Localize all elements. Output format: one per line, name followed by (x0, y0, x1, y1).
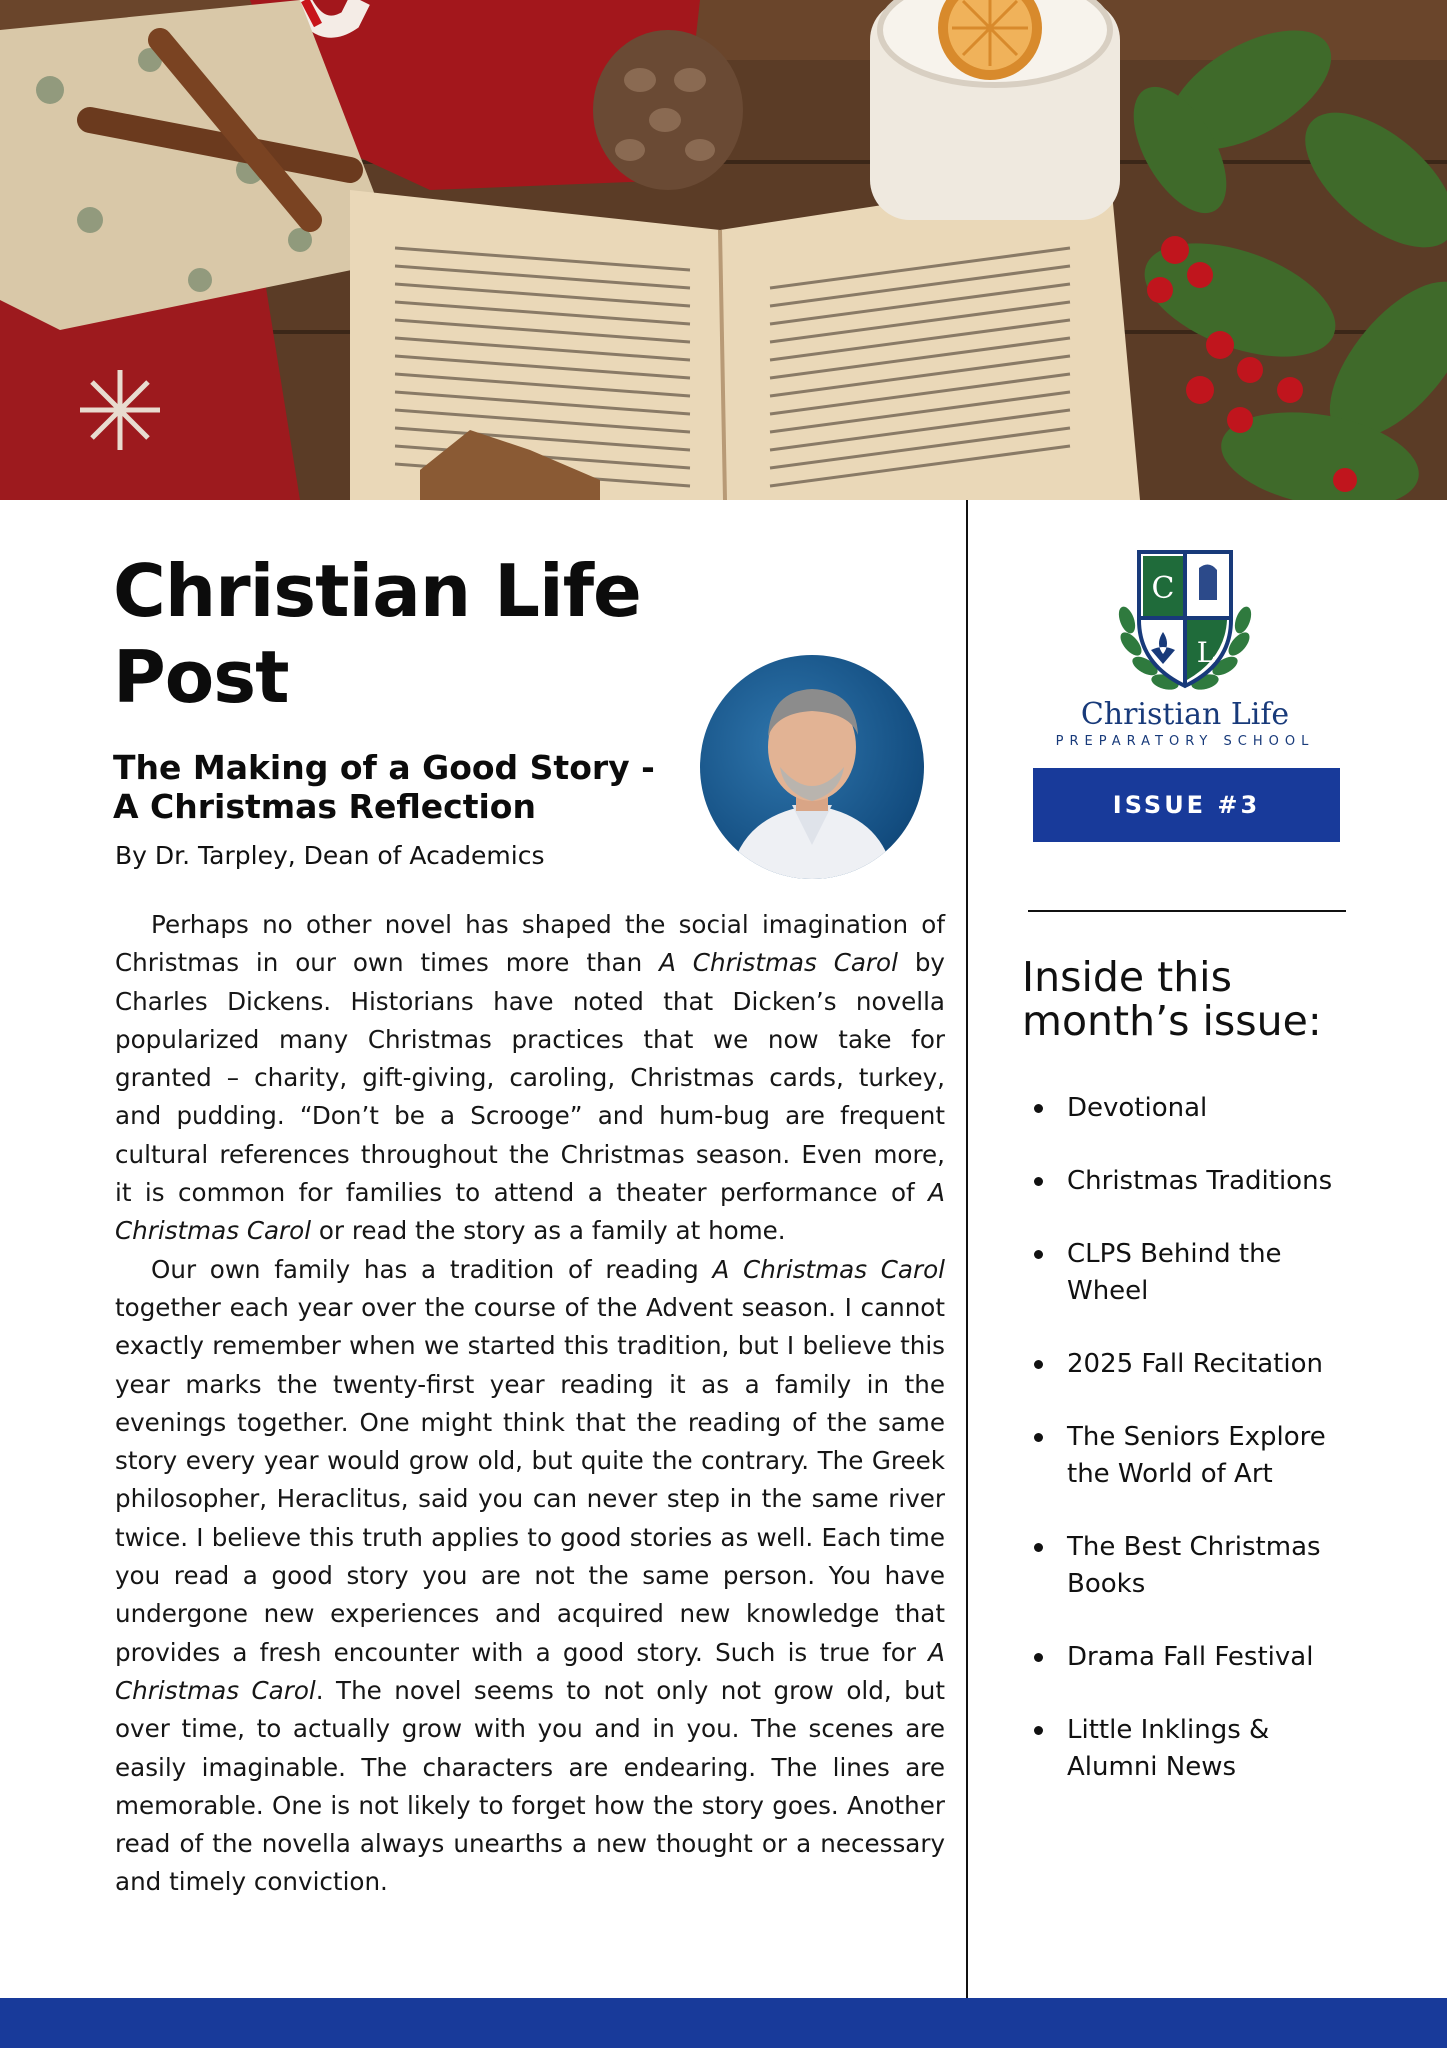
contents-item: 2025 Fall Recitation (1032, 1346, 1362, 1383)
bullet-icon (1034, 1104, 1043, 1113)
inside-issue-heading: Inside this month’s issue: (1022, 953, 1322, 1045)
bullet-icon (1034, 1433, 1043, 1442)
crest-letter-c: C (1151, 571, 1175, 606)
newsletter-title: Christian Life Post (113, 549, 641, 719)
contents-item: Little Inklings & Alumni News (1032, 1712, 1362, 1786)
article-body (115, 906, 945, 1902)
bullet-icon (1034, 1177, 1043, 1186)
snowflake-pattern (80, 370, 160, 450)
article-title: The Making of a Good Story - A Christmas Reflection (113, 748, 655, 826)
school-name: Christian Life (1080, 697, 1290, 732)
contents-item: Devotional (1032, 1090, 1362, 1127)
bullet-icon (1034, 1250, 1043, 1259)
school-crest-logo (1105, 540, 1265, 700)
author-portrait (700, 655, 924, 879)
bullet-icon (1034, 1653, 1043, 1662)
contents-item: CLPS Behind the Wheel (1032, 1236, 1362, 1310)
school-subtitle: PREPARATORY SCHOOL (1055, 734, 1315, 749)
contents-item: Drama Fall Festival (1032, 1639, 1362, 1676)
footer-bar (0, 1998, 1447, 2048)
crest-letter-l: L (1196, 636, 1216, 669)
column-divider (966, 500, 968, 1998)
hero-photo (0, 0, 1447, 500)
issue-badge: ISSUE #3 (1033, 768, 1340, 842)
article-byline: By Dr. Tarpley, Dean of Academics (115, 841, 545, 870)
sidebar-divider (1028, 910, 1346, 912)
issue-contents-list (1032, 1090, 1362, 1822)
contents-item: Christmas Traditions (1032, 1163, 1362, 1200)
contents-item: The Best Christmas Books (1032, 1529, 1362, 1603)
bullet-icon (1034, 1543, 1043, 1552)
article-paragraph-1: Perhaps no other novel has shaped the social imagination of Christmas in our own times more than A Christmas Carol by Charles Dickens. Historians have noted that Dicken’s novella popularized many Christmas practices that we now take for granted – charity, gift-giving, caroling, Christmas cards, turkey, and pudding. “Don’t be a Scrooge” and hum-bug are frequent cultural references throughout the Christmas season. Even more, it is common for families to attend a theater performance of A Christmas Carol or read the story as a family at home. (115, 910, 945, 1246)
article-paragraph-2: Our own family has a tradition of reading A Christmas Carol together each year over the course of the Advent season. I cannot exactly remember when we started this tradition, but I believe this year marks the twenty-first year reading it as a family in the evenings together. One might think that the reading of the same story every year would grow old, but quite the contrary. The Greek philosopher, Heraclitus, said you can never step in the same river twice. I believe this truth applies to good stories as well. Each time you read a good story you are not the same person. You have undergone new experiences and acquired new knowledge that provides a fresh encounter with a good story. Such is true for A Christmas Carol. The novel seems to not only not grow old, but over time, to actually grow with you and in you. The scenes are easily imaginable. The characters are endearing. The lines are memorable. One is not likely to forget how the story goes. Another read of the novella always unearths a new thought or a necessary and timely conviction. (115, 1254, 945, 1897)
bullet-icon (1034, 1726, 1043, 1735)
contents-item: The Seniors Explore the World of Art (1032, 1419, 1362, 1493)
bullet-icon (1034, 1360, 1043, 1369)
